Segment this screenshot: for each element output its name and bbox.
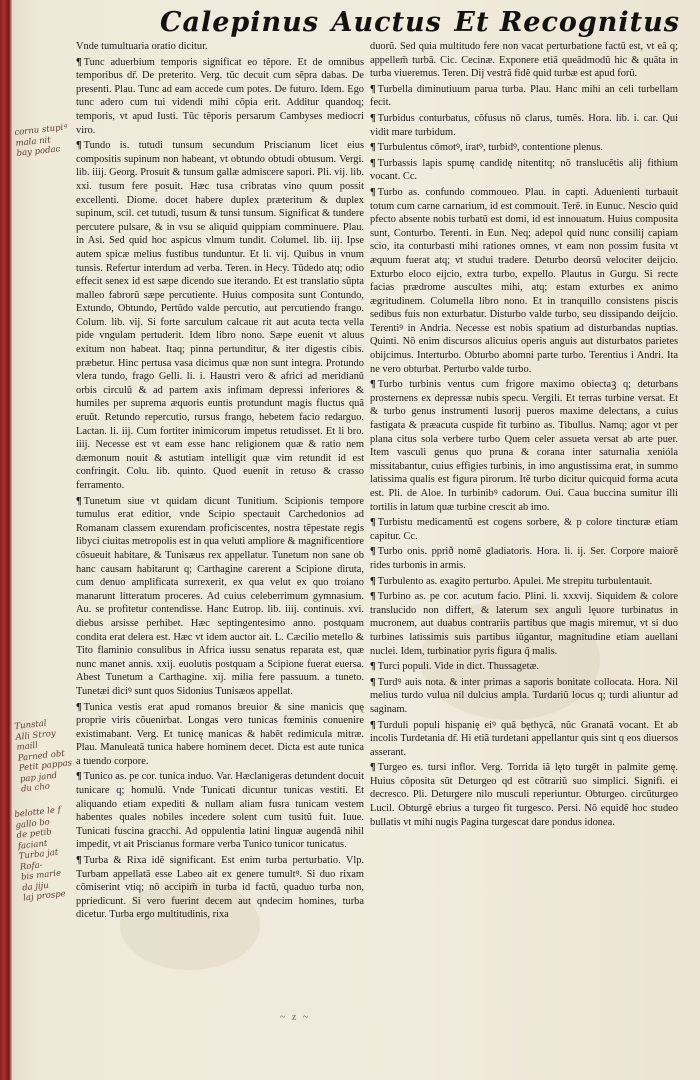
left-column xyxy=(76,40,364,924)
dictionary-entry: ¶ Tunetum siue vt quidam dicunt Tunitium. Scipionis tempore tumulus erat editior, vnde Scipio spectauit Carchedonios ad Romanam classem exurendam proficiscentes, nostra tẽpestate regis libyci ciuitas metropolis est in qua veluti ampliore & magnificentiore cõsueuit habitare, & Tunisæus rex appellatur. Tunetum non sane ob hanc causam habitarunt q; Carthagine carerent a Scipione diruta, cum denuo amplificata surrexerit, ex qua velut ex quo troiano manarunt litteratum proceres. Ad cuius celeberrimum gymnasium. Au. se profitetur contendisse. Hanc Eutrop. lib. iiij. continuis. xvi. diebus arsisse perhibet. Hæc septingentesimo anno. postquam condita erat delera est. Hæc vt idem auctor ait. L. Cæcilio metello & Tito flaminio consulibus in Africa iussu senatus reparata est, quæ nunc manet annis. xxij. euolutis postquam a Scipione fuerat euersa. Abest Tunetum a Carthagine. xij. milia fere passuum. a tuneto. Tunetæi diciꝰ sunt quos Sidonius Tunisæos appellat. xyxy=(76,495,364,697)
header-center: Auctus xyxy=(331,6,442,38)
dictionary-entry: ¶ Turci populi. Vide in dict. Thussagetæ. xyxy=(370,661,540,673)
handwritten-marginalia-lower: belotte le f gallo bo de petib faciant Turba jat Rofa- bis marie da jiju laj prospe xyxy=(14,805,67,904)
dictionary-entry: ¶ Turbassis lapis spumę candidę nitentitq; nõ translucẽtis alij fithium vocant. Cc. xyxy=(370,157,678,183)
signature-mark: ~ z ~ xyxy=(280,1012,311,1023)
dictionary-entry: ¶ Turbella diminutiuum parua turba. Plau. Hanc mihi an celi turbellam fecit. xyxy=(370,83,678,109)
dictionary-entry: ¶ Turbo as. confundo commoueo. Plau. in capti. Aduenienti turbauit totum cum carne carnarium, id est commouit. Terẽ. in Eunuc. Nescio quid pfecto absente nobis turbatũ est domi, id est innouatum. Huius composita sunt, Conturbo. Terenti. in Eun. Neq; adepol quid nunc consilij capiam scio, ita conturbasti mihi rationes omnes, vt eam non possim fusita vt æquum fuerat atq; vt studui tradere. Deturbo deorsũ velociter deijcio. Exturbo eloco eijcio, extra turbo, expello. Plautus in Gurgu. Si recte facias prædrome auscultes mihi, atq; estam exturbes ex animo ægritudinem. Columella libro nono. Et in tranquillo consistens piscis sedibus fuis non exturbatur. Disturbo valde turbo, seu dissipando deijcio. Terentiꝰ in Andria. Necesse est nobis spatium ad disturbandas nuptias. Quinti. Nõ enim discursos alicuius operis anguis aut disturbatos parietes obijcimus. Interturbo. Obturbo abomni parte turbo. Terentius i Andri. Ita ne vero obturbat. Perturbo valde turbo. xyxy=(370,186,678,375)
dictionary-entry: ¶ Turbo turbinis ventus cum frigore maximo obiectaꝫ q; deturbans prosternens ex depressæ nubis specu. Vergili. Et terras turbine versat. Et & turbo genus instrumenti lusorij pueros maxime delectans, a cuius fastigata & præacuta cuspide fit turbino as. Tibullus. Namq; agor vt per plana citus sola verbere turbo Quem celer assueta versat ab arte puer. Item vasculi genus quo pruna & corana inter saturnalia xenióla missitabantur, cuius effigies turbinis, in imo angustissima erat, in summo latissima qualis est figura pirorum. Itẽ turbo dicitur quicquid forma acuta est. Pli. de Aloe. In turbinibꝰ cadorum. Oui. Caua buccina sumitur illi tortilis in latum quæ turbine crescit ab imo. xyxy=(370,379,678,513)
dictionary-entry: ¶ Turbulentus cõmotꝰ, iratꝰ, turbidꝰ, contentione plenus. xyxy=(370,142,603,154)
dictionary-entry: ¶ Turdꝰ auis nota. & inter primas a saporis bonitate collocata. Hora. Nil melius turdo vulua nil dulcius ampla. Turdariũ locus q; turdi aliuntur ad saginam. xyxy=(370,676,678,715)
dictionary-entry: ¶ Tundo is. tutudi tunsum secundum Priscianum licet eius compositis supinum non habeant, vt obtundo obtudi obtusum. Vergi. lib. iiij. Georg. Prosuit & tunsum gallæ admiscere sapori. Pli. vij. lib. xxi. tusum fere posuit. Hæc tusa cribratas vino quum possit excellenti. Diome. docet habere duplex præteritum & duplex supinum, scil. cet tutudi, tusum & tunsi tunsum. Significat & tundere percutere pulsare, & in vsu se aliquid quippiam comminuere. Plau. in Asi. Sed quid hoc aspicus vlmum tundit. Columel. lib. iij. Ipse autem spicæ melius fustibus tunduntur. Et li. vij. Quibus in vnum tunsis. Refertur interdum ad verba. Teren. in Hecy. Tũdedo atq; odio effecit senex id est sæpe dicendo sue iterando. Et est translatio sũpta malleo fabrorũ sæpe percutiente. Huius composita sunt Contundo, Extundo, Obtundo, Pertũdo valde percutio, aut percutiendo frango. Colum. lib. vij. Si forte sarculum calcaue rit aut acuta tecta vella pide vngulam pertuderit. Idem libro nono. Sæpe euenit vt aluus exitum non habeat. Itaq; pinna pertunditur, & iter digestis cibis. præbetur. Hinc pertusa vasa dicimus quæ non sunt integra. Protundo vlera tundo, frago Gelli. li. i. Haustri vero & africi ad meridianũ orbis circulũ & ad partem axis infimam depressi inferiores & humiles per suprema æquoris euntis protundunt magis fluctus quã eruũt. Retundo repercutio, rursus frango, hebetem facio redarguo. Lactan. li. iij. Cum fortiter inimicorum impetus retudisset. Et li bro. iiij. Necesse est vt eam esse hanc religionem quæ & ratio nem dæmonum nouit & astutiam intelligit quæ vim retundit id est confringit. Colu. lib. quinto. Quod euenit in retuso & crasso ferramento. xyxy=(76,140,364,491)
handwritten-marginalia-top: cornu stupiꝰ mala nit bay podac xyxy=(14,122,68,159)
dictionary-entry: ¶ Tunica vestis erat apud romanos breuior & sine manicis quę proprie viris cõuenirbat. Longas vero tunicas fœminis conuenire existimabant. Verg. Et tunicę manicas & habẽt redimicula mitræ. Plau. Manuleatã tunica habere hominem decet. Dicta est aute tunica a tuendo corpore. xyxy=(76,701,364,767)
dictionary-entry: ¶ Turba & Rixa idẽ significant. Est enim turba perturbatio. Vlp. Turbam appellatã esse Labeo ait ex genere tumultꝰ. Si duo rixam cõmiserint vtiq; nõ accipim̃ in turba id factũ, quaduo turba non, ppriedicunt. Si vero fuerint decem aut qndecim homines, turba dicetur. Turba ergo multitudinis, rixa xyxy=(76,855,364,921)
dictionary-entry: ¶ Turduli populi hispanię eiꝰ quã bęthycã, nũc Granatã vocant. Et ab incolis Turdetania dr̃. Hi etiã turdetani appellantur quis sint q eos diuersos asserant. xyxy=(370,719,678,758)
header-right: Et Recognitus xyxy=(454,6,680,38)
binding-edge xyxy=(0,0,12,1080)
dictionary-entry: ¶ Turbidus conturbatus, cõfusus nõ clarus, tumẽs. Hora. lib. i. car. Qui vidit mare turbidum. xyxy=(370,112,678,138)
dictionary-entry: ¶ Turbulento as. exagito perturbo. Apulei. Me strepitu turbulentauit. xyxy=(370,575,653,587)
dictionary-entry: ¶ Turbo onis. pprið nomẽ gladiatoris. Hora. li. ij. Ser. Corpore maiorẽ rides turbonis in armis. xyxy=(370,546,678,571)
dictionary-entry: ¶ Turgeo es. tursi inflor. Verg. Torrida iã lęto turgẽt in palmite gemę. Huius cõposita sũt Deturgeo qd est cõtrariũ suo simplici. Signifi. ei decresco. Pli. Deturgere nilo musculi reperiuntur. Obturgeo. circũturgeo Lucil. Obturgẽ ebrius a turgeo fit turgesco. Persi. Nõ equidẽ hoc studeo bullatis vt mihi nugis Pagina turgescat dare pondus idonea. xyxy=(370,762,678,828)
dictionary-entry: duorũ. Sed quia multitudo fere non vacat perturbatione factũ est, vt eã q; appellem̃ turbã. Cic. Cecinæ. Exponere etiã queãdmodũ hic & quãta in turba viueremus. Teren. Dij vestrã fidẽ quid turbæ est apud forũ. xyxy=(370,41,678,80)
running-header xyxy=(160,4,680,40)
header-left: Calepinus xyxy=(160,6,320,38)
right-column xyxy=(370,40,678,831)
dictionary-entry: ¶ Tunico as. pe cor. tunica induo. Var. Hæclanigeras detundent docuit tunicare q; homulũ. Vnde Tunicati dicuntur tunicas vestiti. Et aliquando etiam expediti & nullam aliam fusra tunicam vestem habentes quales nobiles incedere solent cum tusitũ fuit. Iuue. Tunicati fuscina gracchi. Ad oppulentia latini linguæ augendã nihil impedit, vt ait Priscianus formare verba Tunico tunicor tunicatus. xyxy=(76,771,364,851)
dictionary-entry: Vnde tumultuaria oratio dicitur. xyxy=(76,41,208,52)
dictionary-entry: ¶ Tunc aduerbium temporis significat eo tẽpore. Et de omnibus temporibus dr̃. De preterito. Verg. tũc decuit cum sẽpra dabas. De presenti. Plau. Tunc ad eam accede cum potes. De futuro. Idem. Ego tunc adero cum tui videndi mihi cõpia erit. Additur quandoq; temporis, vt apud Iusti. Tũc tẽporis persarum Cambyses mediocri viro. xyxy=(76,56,364,136)
dictionary-entry: ¶ Turbistu medicamentũ est cogens sorbere, & p colore tincturæ etiam capitur. Cc. xyxy=(370,517,678,542)
handwritten-marginalia-middle: Tunstal Alli Stroy maill Parned obt Petit pappas pap jand du cho xyxy=(14,718,73,795)
dictionary-entry: ¶ Turbino as. pe cor. acutum facio. Plini. li. xxxvij. Siquidem & colore translucido non differt, & laterum sex anguli lęuore turbinatus in mucronem, aut duabus contrariis partibus que magis miremur, vt si duo turbines latissimis suis partibus iũgantur, magnitudine etiam auellani nuclei. Idem, turbinatior pyris figura q̃ malis. xyxy=(370,591,678,657)
